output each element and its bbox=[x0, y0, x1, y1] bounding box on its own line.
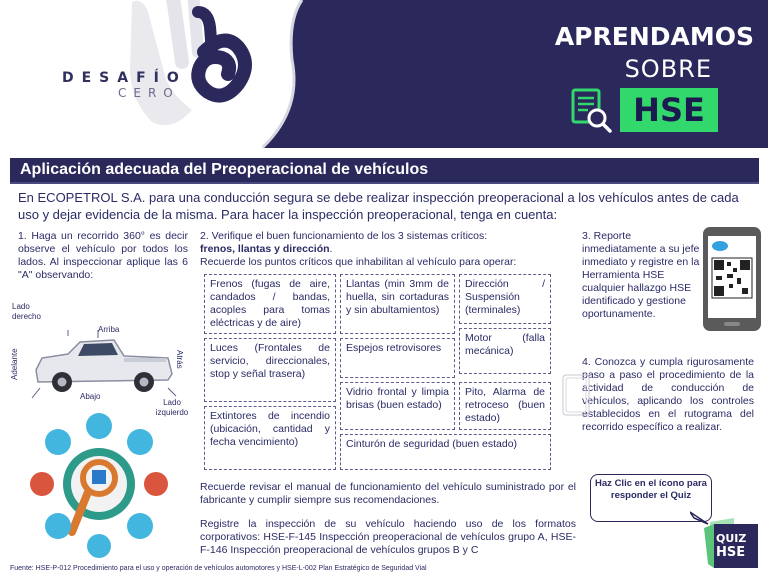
pickup-truck-icon bbox=[28, 330, 178, 400]
header-subtitle: SOBRE bbox=[624, 55, 712, 83]
label-right-side: Lado derecho bbox=[12, 302, 41, 321]
header-title: APRENDAMOS bbox=[554, 22, 754, 51]
source-footer: Fuente: HSE-P-012 Procedimiento para el uso y operación de vehículos automotores y HSE-L-002 Plan Estratégico de Seguridad Vial bbox=[10, 565, 427, 572]
critical-systems: frenos, llantas y dirección bbox=[200, 243, 330, 255]
quiz-badge-line1[interactable]: QUIZ bbox=[716, 532, 747, 545]
critical-point-tires: Llantas (min 3mm de huella, sin cortaduras y sin abultamientos) bbox=[340, 274, 455, 334]
phone-qr-icon[interactable] bbox=[702, 226, 762, 332]
brand-subname: CERO bbox=[118, 86, 180, 100]
forms-note: Registre la inspección de su vehículo haciendo uso de los formatos corporativos: HSE-F-145 Inspección preoperacional de vehículos grupo A, HSE-F-146 Inspección preoperacional de vehículos grupos B y C bbox=[200, 518, 576, 556]
manual-note: Recuerde revisar el manual de funcionamiento del vehículo suministrado por el fabricante y cumplir siempre sus recomendaciones. bbox=[200, 481, 576, 506]
critical-point-lights: Luces (Frontales de servicio, direccionales, stop y señal trasera) bbox=[204, 338, 336, 402]
step-2-intro: 2. Verifique el buen funcionamiento de los 3 sistemas críticos: bbox=[200, 230, 488, 242]
critical-points-intro: Recuerde los puntos críticos que inhabilitan al vehículo para operar: bbox=[200, 256, 517, 268]
brand-name: DESAFÍO bbox=[62, 70, 187, 86]
drag-handle-icon bbox=[562, 374, 590, 416]
label-below: Abajo bbox=[80, 392, 101, 401]
page-title: Aplicación adecuada del Preoperacional de vehículos bbox=[20, 161, 429, 178]
critical-point-seatbelt: Cinturón de seguridad (buen estado) bbox=[340, 434, 551, 470]
document-search-icon bbox=[570, 88, 614, 134]
critical-point-windshield: Vidrio frontal y limpia brisas (buen estado) bbox=[340, 382, 455, 430]
header bbox=[0, 0, 768, 148]
critical-systems-end: . bbox=[329, 243, 333, 255]
critical-point-brakes: Frenos (fugas de aire, candados / bandas, acoples para tomas eléctricas y de aire) bbox=[204, 274, 336, 334]
hse-badge: HSE bbox=[620, 88, 718, 132]
quiz-callout: Haz Clic en el ícono para responder el Quiz bbox=[590, 474, 712, 522]
critical-point-mirrors: Espejos retrovisores bbox=[340, 338, 455, 378]
label-left-side: Lado izquierdo bbox=[155, 398, 189, 417]
label-back: Atrás bbox=[175, 350, 184, 369]
inspection-circle-icon bbox=[28, 412, 170, 562]
step-3-text: 3. Reporte inmediatamente a su jefe inmediato y registre en la Herramienta HSE cualquier hallazgo HSE identificado y gestione oportunamente. bbox=[582, 230, 700, 320]
label-front: Adelante bbox=[10, 348, 19, 380]
label-top: Arriba bbox=[98, 325, 120, 334]
step-1-text: 1. Haga un recorrido 360° es decir observe el vehículo por todos los lados. Al inspeccionar aplique las 6 "A" observando: bbox=[18, 230, 188, 281]
step-4-text: 4. Conozca y cumpla rigurosamente paso a paso el procedimiento de la actividad de conducción de vehículos, aplicando los controles establecidos en el rutograma del recorrido específico a realizar. bbox=[582, 356, 754, 433]
critical-point-steering: Dirección / Suspensión (terminales) bbox=[459, 274, 551, 324]
step-2-text bbox=[200, 230, 576, 269]
critical-point-extinguishers: Extintores de incendio (ubicación, cantidad y fecha vencimiento) bbox=[204, 406, 336, 470]
critical-point-horn: Pito, Alarma de retroceso (buen estado) bbox=[459, 382, 551, 430]
critical-point-engine: Motor (falla mecánica) bbox=[459, 328, 551, 374]
intro-text: En ECOPETROL S.A. para una conducción segura se debe realizar inspección preoperacional a los vehículos antes de cada uso y dejar evidencia de la misma. Para hacer la inspección preoperacional, tenga en cuenta: bbox=[18, 190, 739, 222]
section-title-bar bbox=[10, 158, 759, 184]
quiz-badge-line2[interactable]: HSE bbox=[716, 545, 746, 560]
